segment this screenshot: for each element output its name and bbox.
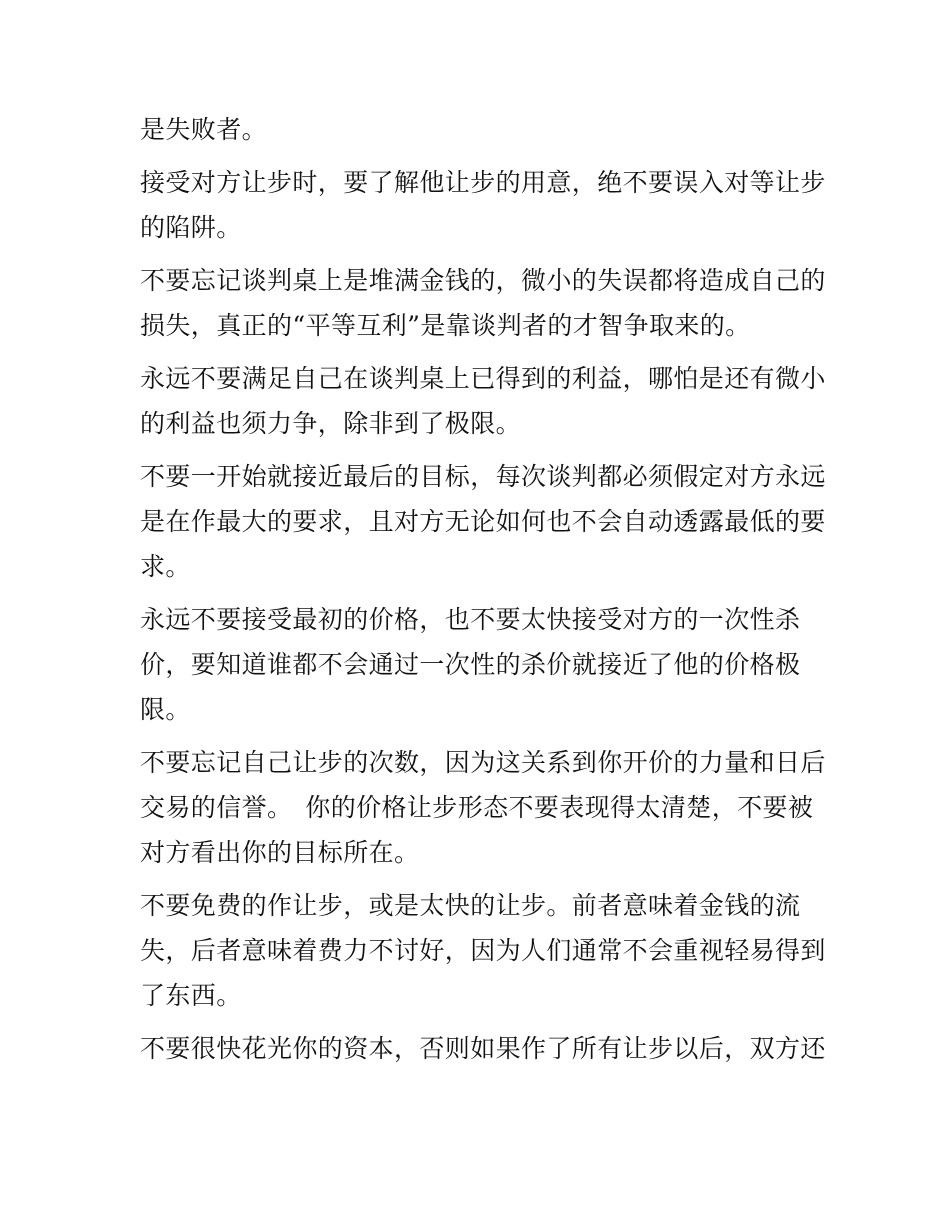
text-line: 永远不要接受最初的价格，也不要太快接受对方的一次性杀 — [140, 605, 801, 634]
text-line: 的陷阱。 — [140, 213, 242, 242]
text-line: 不要免费的作让步，或是太快的让步。前者意味着金钱的流 — [140, 891, 801, 920]
paragraph-9 — [140, 1026, 826, 1071]
text-line: 限。 — [140, 695, 191, 724]
text-line: 是在作最大的要求，且对方无论如何也不会自动透露最低的要 — [140, 507, 826, 536]
text-line: 接受对方让步时，要了解他让步的用意，绝不要误入对等让步 — [140, 168, 826, 197]
paragraph-4 — [140, 356, 826, 446]
paragraph-7 — [140, 740, 826, 875]
text-line: 不要忘记谈判桌上是堆满金钱的，微小的失误都将造成自己的 — [140, 266, 826, 295]
document-body — [140, 107, 826, 1079]
text-line: 价，要知道谁都不会通过一次性的杀价就接近了他的价格极 — [140, 650, 801, 679]
text-line: 不要一开始就接近最后的目标，每次谈判都必须假定对方永远 — [140, 462, 826, 491]
text-line: 了东西。 — [140, 981, 242, 1010]
text-line: 不要很快花光你的资本，否则如果作了所有让步以后，双方还 — [140, 1034, 826, 1063]
paragraph-5 — [140, 454, 826, 589]
text-line: 对方看出你的目标所在。 — [140, 838, 420, 867]
paragraph-2 — [140, 160, 826, 250]
text-line: 不要忘记自己让步的次数，因为这关系到你开价的力量和日后 — [140, 748, 826, 777]
text-line: 是失败者。 — [140, 115, 268, 144]
text-line: 失，后者意味着费力不讨好，因为人们通常不会重视轻易得到 — [140, 936, 826, 965]
text-line: 交易的信誉。 你的价格让步形态不要表现得太清楚，不要被 — [140, 793, 814, 822]
text-line: 永远不要满足自己在谈判桌上已得到的利益，哪怕是还有微小 — [140, 364, 826, 393]
text-line: 损失，真正的“平等互利”是靠谈判者的才智争取来的。 — [140, 311, 751, 340]
paragraph-6 — [140, 597, 820, 732]
paragraph-1 — [140, 107, 820, 152]
paragraph-3 — [140, 258, 826, 348]
paragraph-8 — [140, 883, 826, 1018]
text-line: 的利益也须力争，除非到了极限。 — [140, 409, 522, 438]
text-line: 求。 — [140, 552, 191, 581]
